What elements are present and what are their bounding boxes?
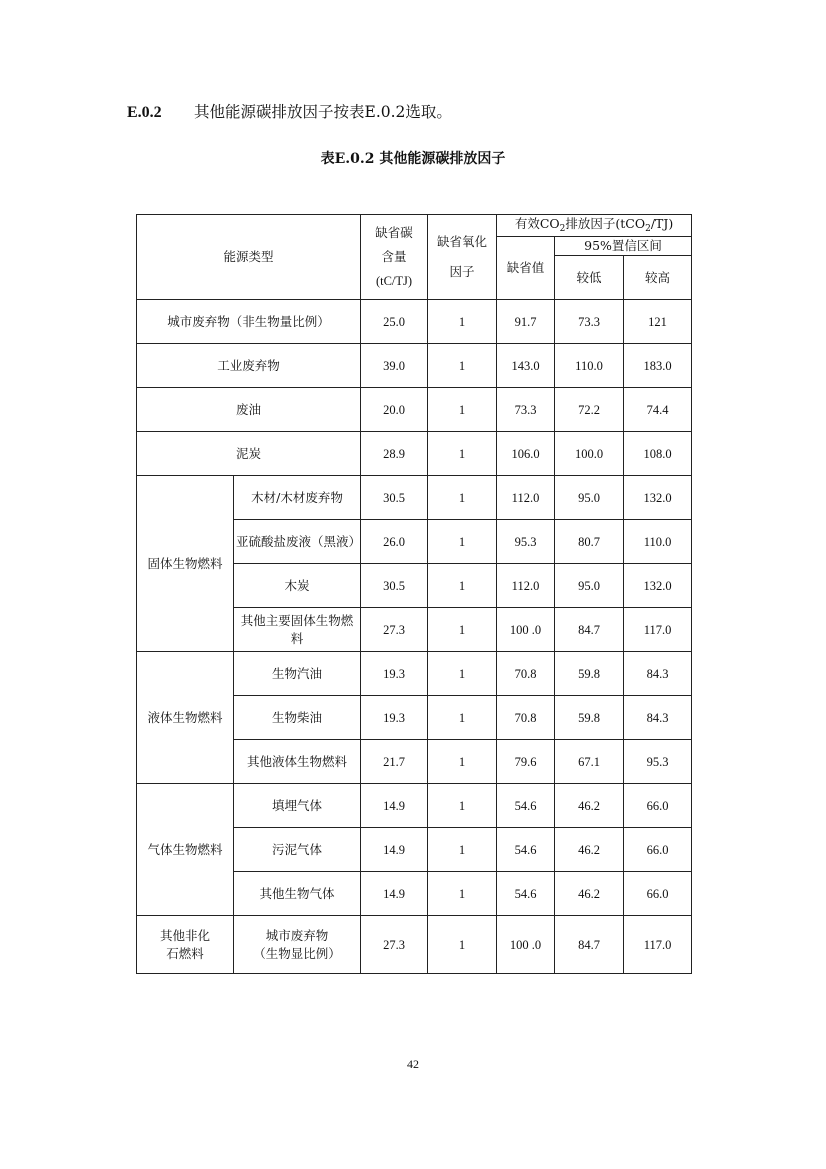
default-value-cell: 100 .0 — [497, 916, 555, 974]
oxidation-factor-cell: 1 — [428, 916, 497, 974]
carbon-content-cell: 14.9 — [361, 828, 428, 872]
high-bound-cell: 117.0 — [624, 916, 692, 974]
oxidation-factor-cell: 1 — [428, 564, 497, 608]
header-effective — [497, 215, 692, 237]
table-row — [137, 300, 692, 344]
oxidation-factor-cell: 1 — [428, 344, 497, 388]
table-row — [137, 476, 692, 520]
sub-type-cell: 污泥气体 — [234, 828, 361, 872]
high-bound-cell: 110.0 — [624, 520, 692, 564]
low-bound-cell: 46.2 — [555, 828, 624, 872]
sub-type-cell: 生物汽油 — [234, 652, 361, 696]
default-value-cell: 100 .0 — [497, 608, 555, 652]
default-value-cell: 143.0 — [497, 344, 555, 388]
table-row — [137, 652, 692, 696]
oxidation-factor-cell: 1 — [428, 476, 497, 520]
carbon-content-cell: 30.5 — [361, 476, 428, 520]
header-effective-post: /TJ) — [650, 216, 674, 231]
high-bound-cell: 108.0 — [624, 432, 692, 476]
high-bound-cell: 121 — [624, 300, 692, 344]
header-effective-pre: 有效CO — [514, 216, 560, 231]
energy-type-cell: 城市废弃物（非生物量比例） — [137, 300, 361, 344]
default-value-cell: 54.6 — [497, 872, 555, 916]
page-number: 42 — [407, 1057, 419, 1071]
low-bound-cell: 72.2 — [555, 388, 624, 432]
sub-type-cell: 亚硫酸盐废液（黑液） — [234, 520, 361, 564]
header-row — [137, 215, 692, 237]
carbon-content-cell: 25.0 — [361, 300, 428, 344]
clause-number: E.0.2 — [127, 104, 162, 121]
table-caption: 表E.0.2 其他能源碳排放因子 — [320, 151, 506, 167]
header-ox-line2: 因子 — [449, 264, 475, 280]
sub-type-cell: 填埋气体 — [234, 784, 361, 828]
low-bound-cell: 59.8 — [555, 696, 624, 740]
energy-type-cell: 废油 — [137, 388, 361, 432]
default-value-cell: 70.8 — [497, 652, 555, 696]
high-bound-cell: 74.4 — [624, 388, 692, 432]
high-bound-cell: 66.0 — [624, 828, 692, 872]
header-carbon-content — [361, 215, 428, 300]
group-name-cell: 气体生物燃料 — [137, 784, 234, 916]
energy-type-cell: 工业废弃物 — [137, 344, 361, 388]
default-value-cell: 73.3 — [497, 388, 555, 432]
low-bound-cell: 110.0 — [555, 344, 624, 388]
header-carbon-line2: 含量 — [381, 249, 407, 265]
oxidation-factor-cell: 1 — [428, 520, 497, 564]
carbon-content-cell: 39.0 — [361, 344, 428, 388]
low-bound-cell: 67.1 — [555, 740, 624, 784]
table-row — [137, 432, 692, 476]
default-value-cell: 106.0 — [497, 432, 555, 476]
clause-text: 其他能源碳排放因子按表E.0.2选取。 — [194, 103, 452, 121]
header-oxidation — [428, 215, 497, 300]
low-bound-cell: 59.8 — [555, 652, 624, 696]
header-effective-sub: 2 — [559, 224, 566, 234]
default-value-cell: 70.8 — [497, 696, 555, 740]
low-bound-cell: 84.7 — [555, 916, 624, 974]
oxidation-factor-cell: 1 — [428, 872, 497, 916]
low-bound-cell: 100.0 — [555, 432, 624, 476]
group-name-cell: 固体生物燃料 — [137, 476, 234, 652]
carbon-content-cell: 26.0 — [361, 520, 428, 564]
high-bound-cell: 95.3 — [624, 740, 692, 784]
default-value-cell: 54.6 — [497, 828, 555, 872]
header-carbon-line1: 缺省碳 — [375, 224, 413, 240]
header-ox-line1: 缺省氧化 — [437, 233, 488, 249]
table-row — [137, 388, 692, 432]
sub-type-cell: 木炭 — [234, 564, 361, 608]
sub-type-cell: 其他生物气体 — [234, 872, 361, 916]
energy-type-cell: 泥炭 — [137, 432, 361, 476]
carbon-content-cell: 21.7 — [361, 740, 428, 784]
carbon-content-cell: 19.3 — [361, 696, 428, 740]
header-confidence: 95%置信区间 — [555, 237, 692, 256]
high-bound-cell: 66.0 — [624, 872, 692, 916]
sub-type-line1: 城市废弃物 — [265, 927, 329, 943]
header-default: 缺省值 — [497, 237, 555, 300]
table-row — [137, 344, 692, 388]
oxidation-factor-cell: 1 — [428, 652, 497, 696]
carbon-content-cell: 19.3 — [361, 652, 428, 696]
high-bound-cell: 84.3 — [624, 652, 692, 696]
low-bound-cell: 73.3 — [555, 300, 624, 344]
carbon-content-cell: 14.9 — [361, 872, 428, 916]
oxidation-factor-cell: 1 — [428, 608, 497, 652]
oxidation-factor-cell: 1 — [428, 432, 497, 476]
header-effective-mid: 排放因子(tCO — [565, 216, 646, 231]
group-name-cell — [137, 916, 234, 974]
carbon-content-cell: 20.0 — [361, 388, 428, 432]
high-bound-cell: 183.0 — [624, 344, 692, 388]
clause-heading — [127, 100, 452, 122]
sub-type-cell: 其他主要固体生物燃料 — [234, 608, 361, 652]
low-bound-cell: 80.7 — [555, 520, 624, 564]
high-bound-cell: 84.3 — [624, 696, 692, 740]
default-value-cell: 112.0 — [497, 476, 555, 520]
low-bound-cell: 95.0 — [555, 564, 624, 608]
default-value-cell: 95.3 — [497, 520, 555, 564]
header-carbon-line3: (tC/TJ) — [375, 274, 413, 289]
sub-type-cell: 其他液体生物燃料 — [234, 740, 361, 784]
oxidation-factor-cell: 1 — [428, 300, 497, 344]
header-energy-type: 能源类型 — [137, 215, 361, 300]
sub-type-line2: （生物显比例） — [253, 945, 341, 961]
carbon-content-cell: 30.5 — [361, 564, 428, 608]
high-bound-cell: 117.0 — [624, 608, 692, 652]
low-bound-cell: 46.2 — [555, 872, 624, 916]
sub-type-cell — [234, 916, 361, 974]
oxidation-factor-cell: 1 — [428, 828, 497, 872]
header-high: 较高 — [624, 256, 692, 300]
default-value-cell: 112.0 — [497, 564, 555, 608]
carbon-content-cell: 27.3 — [361, 916, 428, 974]
oxidation-factor-cell: 1 — [428, 740, 497, 784]
sub-type-cell: 木材/木材废弃物 — [234, 476, 361, 520]
oxidation-factor-cell: 1 — [428, 784, 497, 828]
emission-factor-table — [136, 214, 692, 974]
group-name-cell: 液体生物燃料 — [137, 652, 234, 784]
table-row — [137, 784, 692, 828]
sub-type-cell: 生物柴油 — [234, 696, 361, 740]
low-bound-cell: 84.7 — [555, 608, 624, 652]
group-name-line2: 石燃料 — [166, 945, 204, 961]
carbon-content-cell: 27.3 — [361, 608, 428, 652]
group-name-line1: 其他非化 — [159, 927, 210, 943]
default-value-cell: 91.7 — [497, 300, 555, 344]
carbon-content-cell: 14.9 — [361, 784, 428, 828]
carbon-content-cell: 28.9 — [361, 432, 428, 476]
high-bound-cell: 66.0 — [624, 784, 692, 828]
low-bound-cell: 95.0 — [555, 476, 624, 520]
oxidation-factor-cell: 1 — [428, 696, 497, 740]
high-bound-cell: 132.0 — [624, 476, 692, 520]
oxidation-factor-cell: 1 — [428, 388, 497, 432]
low-bound-cell: 46.2 — [555, 784, 624, 828]
default-value-cell: 54.6 — [497, 784, 555, 828]
table-row — [137, 916, 692, 974]
default-value-cell: 79.6 — [497, 740, 555, 784]
high-bound-cell: 132.0 — [624, 564, 692, 608]
header-low: 较低 — [555, 256, 624, 300]
header-effective-sub2: 2 — [645, 224, 651, 234]
